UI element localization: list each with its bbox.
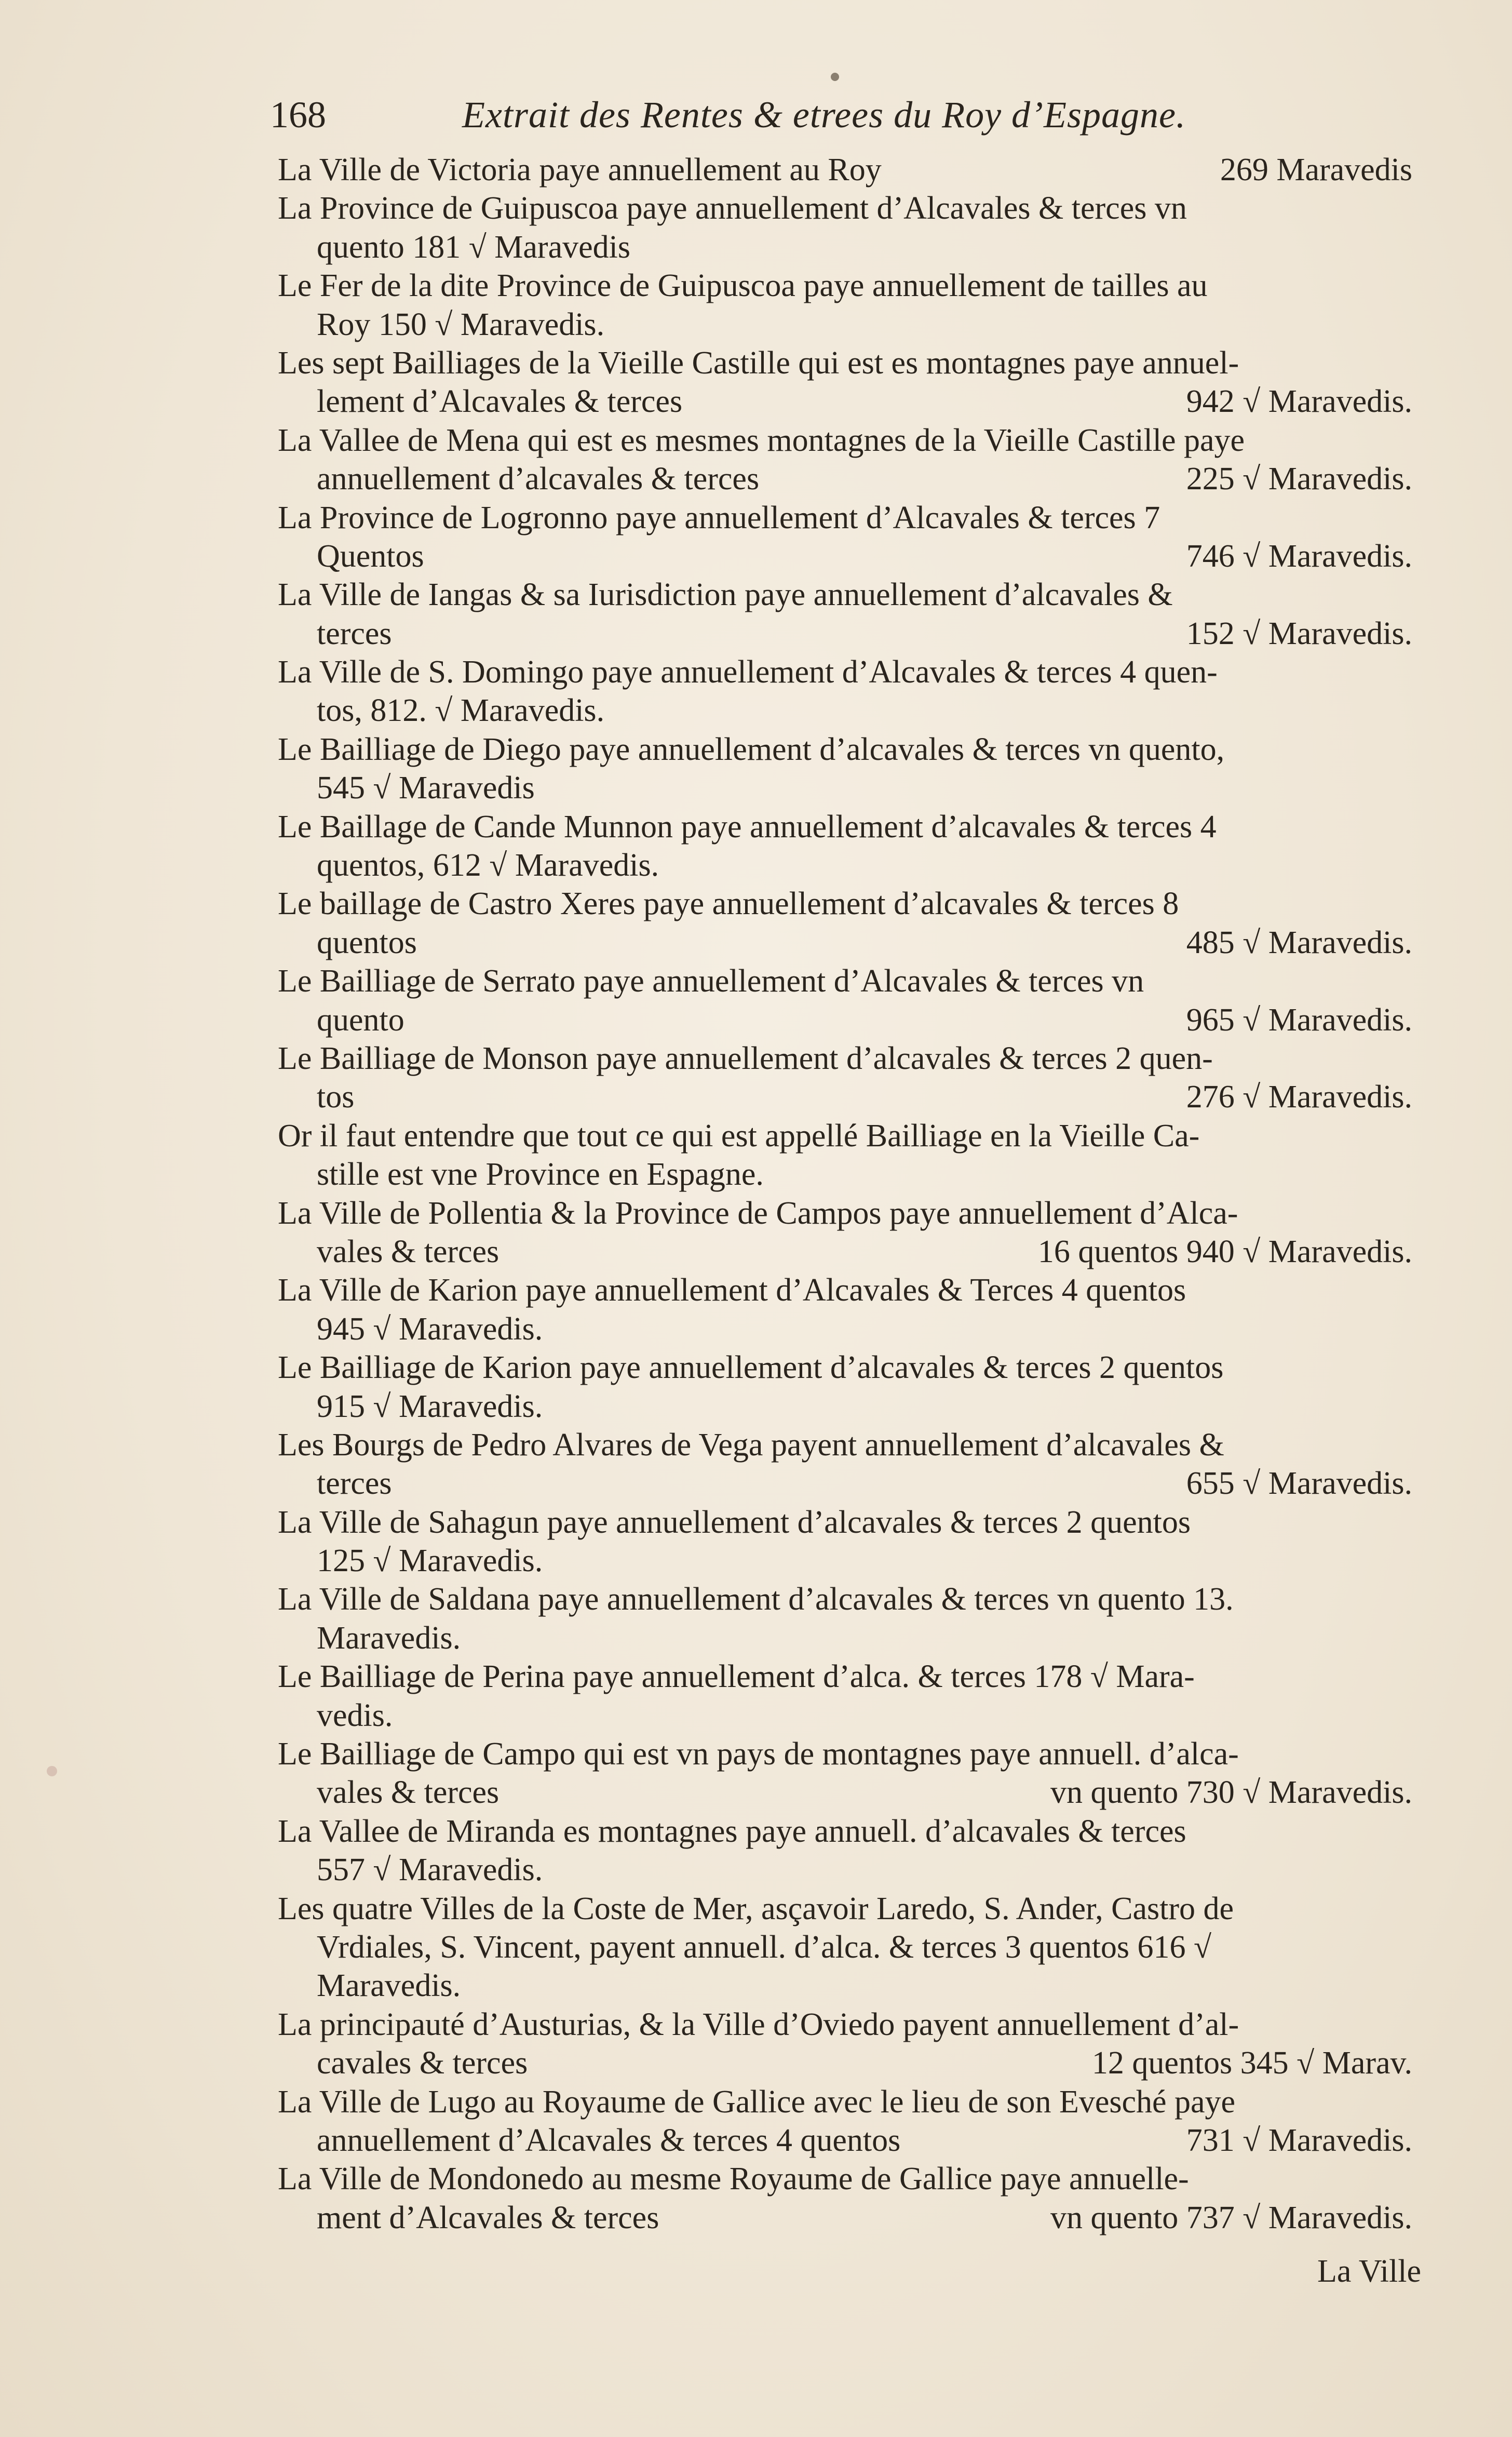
entry-line xyxy=(278,537,1412,575)
entry-line: Le Bailliage de Monson paye annuellement d’alcavales & terces 2 quen- xyxy=(278,1040,1213,1076)
paper-stain xyxy=(47,1766,57,1776)
entry-line: La Province de Logronno paye annuellement d’Alcavales & terces 7 xyxy=(278,500,1160,535)
entry-line xyxy=(278,151,1412,189)
entry-text: tos xyxy=(317,1079,355,1115)
entry-line: 945 √ Maravedis. xyxy=(317,1311,543,1347)
entry-amount: 746 √ Maravedis. xyxy=(1186,538,1412,574)
entry-line: quento 181 √ Maravedis xyxy=(317,229,630,265)
entry-line: La Ville de Mondonedo au mesme Royaume de Gallice paye annuelle- xyxy=(278,2161,1189,2197)
revenue-entry xyxy=(278,1890,1412,2005)
entry-line: tos, 812. √ Maravedis. xyxy=(317,693,605,729)
entry-amount: 276 √ Maravedis. xyxy=(1186,1079,1412,1115)
entry-line: Vrdiales, S. Vincent, payent annuell. d’alca. & terces 3 quentos 616 √ xyxy=(317,1929,1212,1965)
entry-line: quentos, 612 √ Maravedis. xyxy=(317,848,659,883)
entry-amount: 942 √ Maravedis. xyxy=(1186,384,1412,420)
revenue-entry xyxy=(278,344,1412,421)
entry-line: La Ville de Sahagun paye annuellement d’alcavales & terces 2 quentos xyxy=(278,1504,1191,1540)
entry-line: La Ville de Iangas & sa Iurisdiction paye annuellement d’alcavales & xyxy=(278,577,1173,613)
entry-line xyxy=(278,2199,1412,2237)
page-header xyxy=(270,88,1257,145)
entry-line: Le Bailliage de Campo qui est vn pays de montagnes paye annuell. d’alca- xyxy=(278,1736,1239,1772)
revenue-entry xyxy=(278,962,1412,1039)
entry-line: 915 √ Maravedis. xyxy=(317,1388,543,1424)
revenue-entry xyxy=(278,266,1412,344)
entry-line: Le Baillage de Cande Munnon paye annuellement d’alcavales & terces 4 xyxy=(278,809,1217,845)
revenue-entry xyxy=(278,730,1412,808)
revenue-entry xyxy=(278,1735,1412,1812)
entry-line xyxy=(278,614,1412,653)
revenue-entry xyxy=(278,2005,1412,2083)
entry-line xyxy=(278,1078,1412,1116)
revenue-entry xyxy=(278,1194,1412,1271)
entry-text: terces xyxy=(317,1466,392,1502)
entry-line: Le Bailliage de Karion paye annuellement d’alcavales & terces 2 quentos xyxy=(278,1350,1224,1386)
entry-line: La Ville de S. Domingo paye annuellement d’Alcavales & terces 4 quen- xyxy=(278,654,1218,690)
entry-line: Le Bailliage de Diego paye annuellement d’alcavales & terces vn quento, xyxy=(278,731,1225,767)
entry-line: Roy 150 √ Maravedis. xyxy=(317,306,605,342)
entry-text: lement d’Alcavales & terces xyxy=(317,384,683,420)
entry-line: La Vallee de Miranda es montagnes paye annuell. d’alcavales & terces xyxy=(278,1813,1186,1849)
revenue-entry xyxy=(278,1348,1412,1426)
entry-line xyxy=(278,382,1412,421)
entry-text: La Ville de Victoria paye annuellement au Roy xyxy=(278,152,882,188)
catchword: La Ville xyxy=(1317,2254,1421,2289)
entry-line: Les quatre Villes de la Coste de Mer, asçavoir Laredo, S. Ander, Castro de xyxy=(278,1891,1234,1926)
entry-line: La principauté d’Austurias, & la Ville d’Oviedo payent annuellement d’al- xyxy=(278,2006,1239,2042)
entry-line: stille est vne Province en Espagne. xyxy=(317,1157,764,1193)
revenue-entry xyxy=(278,1657,1412,1735)
revenue-entry xyxy=(278,653,1412,730)
entry-line: La Ville de Pollentia & la Province de Campos paye annuellement d’Alca- xyxy=(278,1195,1238,1231)
entry-line: Maravedis. xyxy=(317,1968,461,2004)
revenue-entry xyxy=(278,499,1412,576)
entry-line: Les sept Bailliages de la Vieille Castille qui est es montagnes paye annuel- xyxy=(278,345,1239,381)
entry-amount: 152 √ Maravedis. xyxy=(1186,615,1412,651)
entry-text: Quentos xyxy=(317,538,424,574)
entry-line: Le Bailliage de Perina paye annuellement d’alca. & terces 178 √ Mara- xyxy=(278,1659,1195,1695)
entry-line: 545 √ Maravedis xyxy=(317,770,535,806)
page-number: 168 xyxy=(270,94,326,136)
entry-line: La Province de Guipuscoa paye annuellement d’Alcavales & terces vn xyxy=(278,191,1187,226)
entry-line: Les Bourgs de Pedro Alvares de Vega payent annuellement d’alcavales & xyxy=(278,1427,1224,1463)
running-title: Extrait des Rentes & etrees du Roy d’Espagne. xyxy=(462,94,1186,136)
revenue-entry xyxy=(278,2160,1412,2237)
entry-text: vales & terces xyxy=(317,1234,500,1269)
entry-text: quento xyxy=(317,1002,404,1038)
entry-line: Or il faut entendre que tout ce qui est appellé Bailliage en la Vieille Ca- xyxy=(278,1118,1200,1154)
entry-line xyxy=(278,460,1412,498)
revenue-entry xyxy=(278,2083,1412,2160)
entry-line: 557 √ Maravedis. xyxy=(317,1852,543,1888)
entry-line: La Vallee de Mena qui est es mesmes montagnes de la Vieille Castille paye xyxy=(278,422,1245,458)
entry-line: Maravedis. xyxy=(317,1620,461,1656)
entry-line: La Ville de Lugo au Royaume de Gallice avec le lieu de son Evesché paye xyxy=(278,2084,1236,2120)
entry-line: vedis. xyxy=(317,1697,393,1733)
entry-amount: 655 √ Maravedis. xyxy=(1186,1466,1412,1502)
revenue-entry xyxy=(278,1271,1412,1348)
revenue-entry xyxy=(278,1039,1412,1117)
entry-line: Le Bailliage de Serrato paye annuellement d’Alcavales & terces vn xyxy=(278,963,1144,999)
entry-amount: 16 quentos 940 √ Maravedis. xyxy=(1037,1234,1412,1269)
entry-line xyxy=(278,1001,1412,1039)
entry-line: Le baillage de Castro Xeres paye annuellement d’alcavales & terces 8 xyxy=(278,886,1179,922)
ink-ornament xyxy=(831,73,839,81)
entry-text: quentos xyxy=(317,925,417,960)
revenue-entry xyxy=(278,808,1412,885)
revenue-entry xyxy=(278,1503,1412,1581)
revenue-entry xyxy=(278,575,1412,653)
entry-amount: 485 √ Maravedis. xyxy=(1186,925,1412,960)
entry-line: Le Fer de la dite Province de Guipuscoa paye annuellement de tailles au xyxy=(278,268,1208,304)
revenue-entry xyxy=(278,1426,1412,1503)
entry-line xyxy=(278,2121,1412,2160)
entry-line: La Ville de Karion paye annuellement d’Alcavales & Terces 4 quentos xyxy=(278,1273,1186,1308)
entry-line xyxy=(278,1464,1412,1503)
entry-text: terces xyxy=(317,615,392,651)
revenue-entry xyxy=(278,1812,1412,1890)
revenue-entry xyxy=(278,189,1412,266)
entry-amount: vn quento 737 √ Maravedis. xyxy=(1050,2200,1412,2235)
revenue-entry xyxy=(278,151,1412,189)
entry-line xyxy=(278,1773,1412,1812)
entry-text: cavales & terces xyxy=(317,2045,528,2081)
entry-amount: 225 √ Maravedis. xyxy=(1186,461,1412,497)
entry-line xyxy=(278,2044,1412,2082)
revenue-entry xyxy=(278,1580,1412,1657)
revenue-entry xyxy=(278,1117,1412,1194)
entry-line: 125 √ Maravedis. xyxy=(317,1543,543,1579)
entry-amount: 965 √ Maravedis. xyxy=(1186,1002,1412,1038)
entry-text: ment d’Alcavales & terces xyxy=(317,2200,659,2235)
entry-line xyxy=(278,1233,1412,1271)
entry-amount: 731 √ Maravedis. xyxy=(1186,2122,1412,2158)
entry-text: vales & terces xyxy=(317,1775,500,1811)
entry-line xyxy=(278,923,1412,962)
entry-line: La Ville de Saldana paye annuellement d’alcavales & terces vn quento 13. xyxy=(278,1582,1234,1617)
revenue-entry xyxy=(278,885,1412,962)
entry-amount: 12 quentos 345 √ Marav. xyxy=(1091,2045,1412,2081)
entry-amount: 269 Maravedis xyxy=(1220,152,1412,188)
entry-text: annuellement d’alcavales & terces xyxy=(317,461,760,497)
body-text xyxy=(278,151,1412,2237)
entry-text: annuellement d’Alcavales & terces 4 quentos xyxy=(317,2122,901,2158)
entry-amount: vn quento 730 √ Maravedis. xyxy=(1050,1775,1412,1811)
revenue-entry xyxy=(278,421,1412,499)
